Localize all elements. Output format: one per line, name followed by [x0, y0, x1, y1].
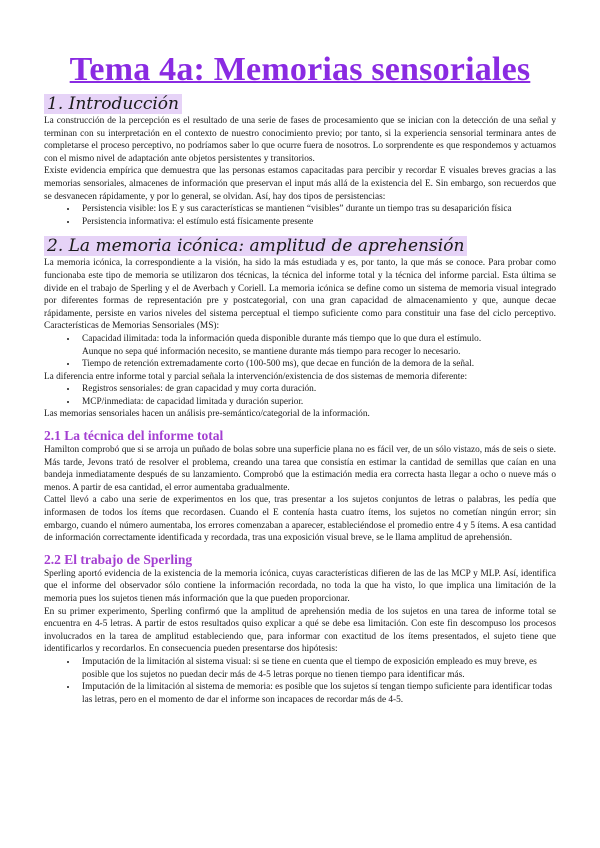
paragraph: Hamilton comprobó que si se arroja un puñado de bolas sobre una superficie plana no es fácil ver, de un sólo vistazo, más de seis o siete. Más tarde, Jevons trató de resolver el problema, creando una tarea que consistía en estimar la cantidad de semillas que caían en una bandeja inmediatamente después de su lanzamiento. Comprobó que la estimación media era correcta hasta llegar a ocho o nueve más o menos. A partir de esa cantidad, el error aumentaba gradualmente.	[44, 445, 556, 493]
page-title: Tema 4a: Memorias sensoriales	[69, 51, 531, 88]
list-item	[78, 333, 556, 358]
section-heading-memoria-iconica: 2. La memoria icónica: amplitud de aprehensión	[44, 236, 467, 256]
bullet-list	[44, 383, 556, 408]
paragraph: Sperling aportó evidencia de la existencia de la memoria icónica, cuyas características difieren de las de las MCP y MLP. Así, identifica que el informe del observador sólo contiene la información recordada, no toda la que ha visto, lo que implica una limitación de la memoria pues los sujetos tienen más información que la que pueden proporcionar.	[44, 568, 556, 604]
paragraph: La construcción de la percepción es el resultado de una serie de fases de procesamiento que se inician con la detección de una señal y terminan con su interpretación en el contexto de nuestro conocimiento previo; por tanto, si la experiencia sensorial terminara antes de completarse el proceso perceptivo, no podríamos saber lo que ocurre fuera de nosotros. Lo sorprendente es que respondemos y actuamos con el mismo nivel de adaptación ante objetos persistentes y transitorios.	[44, 116, 556, 164]
paragraph: Cattel llevó a cabo una serie de experimentos en los que, tras presentar a los sujetos conjuntos de letras o palabras, les pedía que informasen de todos los ítems que recordasen. Cuando el E contenía hasta cuatro ítems, los sujetos no cometían ningún error; sin embargo, cuando el número aumentaba, los errores comenzaban a aparecer, estableciéndose el promedio entre 4 y 5 ítems. A esa cantidad de información correctamente identificada y recordada, tras una exposición visual breve, se le llama amplitud de aprehensión.	[44, 495, 556, 544]
list-item: • Persistencia informativa: el estímulo está físicamente presente	[78, 216, 556, 229]
list-item: • Imputación de la limitación al sistema visual: si se tiene en cuenta que el tiempo de exposición empleado es muy breve, es posible que los sujetos no puedan decir más de 4-5 letras porque no tienen tiempo para identificar más.	[78, 656, 556, 681]
list-item	[78, 358, 556, 371]
paragraph: La diferencia entre informe total y parcial señala la intervención/existencia de dos sistemas de memoria diferente:	[44, 371, 468, 382]
section-heading-introduccion: 1. Introducción	[44, 94, 182, 114]
bullet-list	[44, 203, 556, 228]
paragraph: En su primer experimento, Sperling confirmó que la amplitud de aprehensión media de los sujetos en una tarea de informe total se encuentra en 4-5 letras. A partir de estos resultados quiso explicar a qué se debe esa limitación. Con este fin descompuso los procesos involucrados en la tarea de amplitud estableciendo que, para informar con exactitud de los ítems presentados, el sujeto tiene que identificarlos y recordarlos. En consecuencia pueden presentarse dos hipótesis:	[44, 606, 556, 655]
subsection-heading-sperling: 2.2 El trabajo de Sperling	[44, 551, 193, 567]
bullet-list	[44, 333, 556, 371]
list-item: • Registros sensoriales: de gran capacidad y muy corta duración.	[78, 383, 556, 396]
subsection-heading-informe-total: 2.1 La técnica del informe total	[44, 428, 224, 444]
list-item-continuation: Aunque no sepa qué información necesito, se mantiene durante más tiempo para recoger lo necesario.	[82, 346, 461, 357]
paragraph: Existe evidencia empírica que demuestra que las personas estamos capacitadas para percibir y recordar E visuales breves gracias a las memorias sensoriales, almacenes de información que preservan el input más allá de la existencia del E. Sin embargo, son recuerdos que se desvanecen rápidamente, y por lo general, se olvidan. Así, hay dos tipos de persistencias:	[44, 166, 556, 202]
bullet-list	[44, 656, 556, 706]
paragraph: Las memorias sensoriales hacen un análisis pre-semántico/categorial de la información.	[44, 409, 370, 420]
paragraph: La memoria icónica, la correspondiente a la visión, ha sido la más estudiada y es, por tanto, la que más se conoce. Para probar como funcionaba este tipo de memoria se utilizaron dos técnicas, la técnica del informe total y la técnica del informe parcial. Esta última se divide en el trabajo de Sperling y el de Averbach y Coriell. La memoria icónica se define como un sistema de memoria visual integrado por diferentes formas de representación pre y postcategorial, con una gran capacidad de almacenamiento y que, aunque decae rápidamente, persiste en varios niveles del sistema perceptual el tiempo suficiente como para constituir una fase del ciclo perceptivo. Características de Memorias Sensoriales (MS):	[44, 258, 556, 332]
list-item: • MCP/inmediata: de capacidad limitada y duración superior.	[78, 396, 556, 409]
list-item: • Imputación de la limitación al sistema de memoria: es posible que los sujetos sí tengan tiempo suficiente para identificar todas las letras, pero en el momento de dar el informe son incapaces de recordar más de 4-5.	[78, 681, 556, 706]
list-item-text: Tiempo de retención extremadamente corto (100-500 ms), que decae en función de la demora de la señal.	[82, 359, 475, 370]
list-item-text: Capacidad ilimitada: toda la información queda disponible durante más tiempo que lo que dura el estímulo.	[82, 333, 482, 344]
list-item: • Persistencia visible: los E y sus características se mantienen “visibles” durante un tiempo tras su desaparición física	[78, 203, 556, 216]
